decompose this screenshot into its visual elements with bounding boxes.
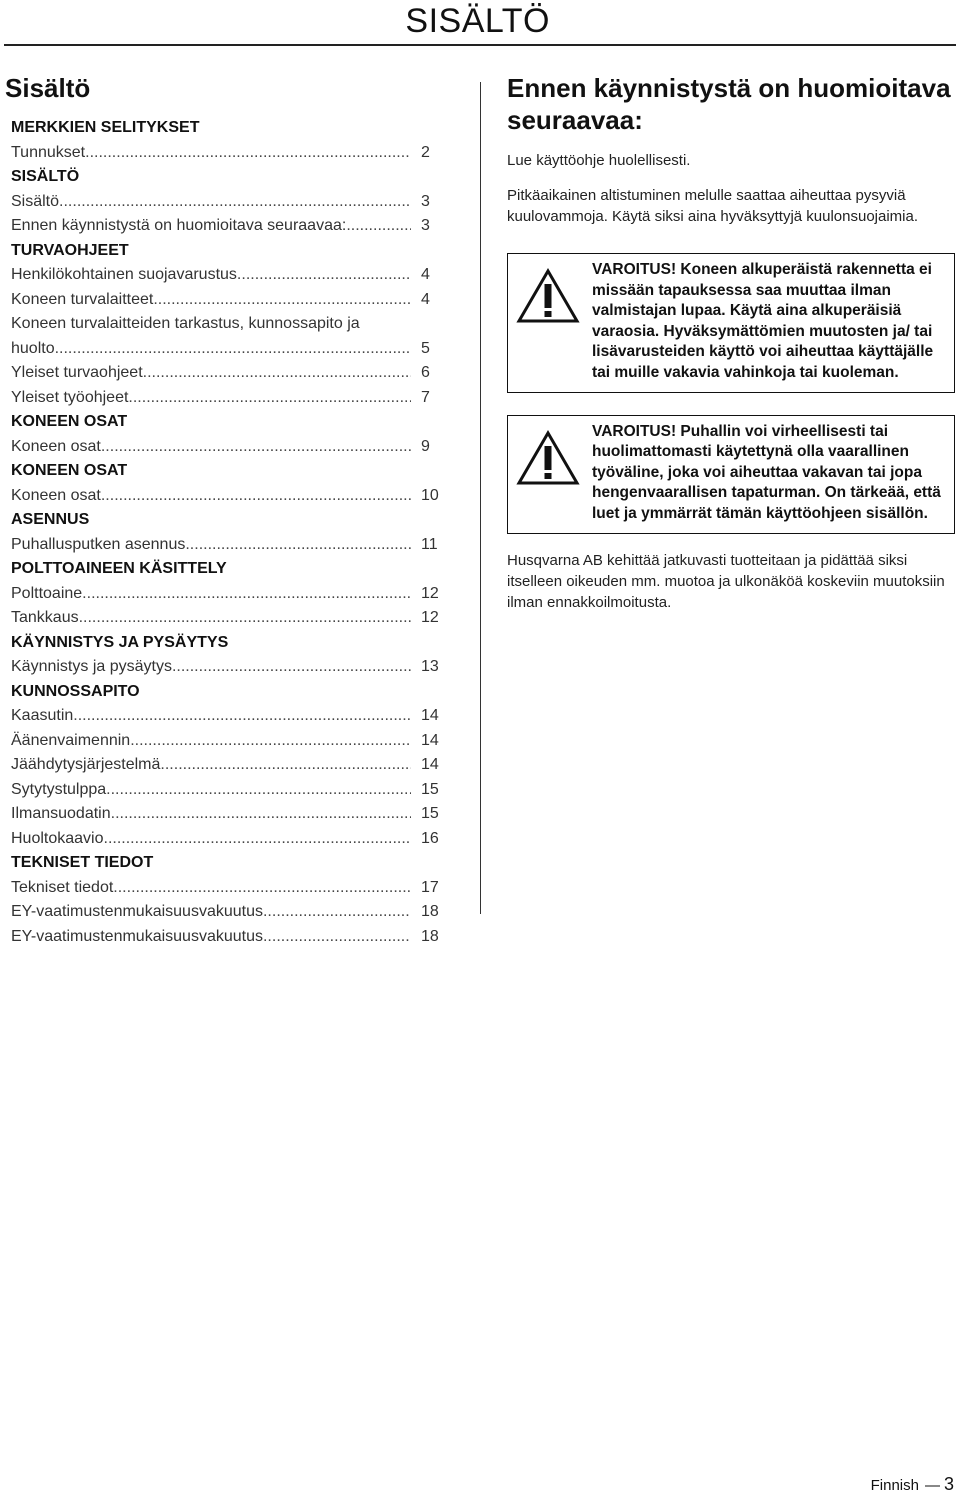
toc-entry [11,312,457,361]
toc-leader-dots [82,582,411,607]
toc-entry-page: 16 [421,829,439,847]
toc-entry-label: Kaasutin [11,707,74,724]
toc-leader-dots [101,435,411,460]
toc-entry [11,876,457,901]
toc-entry [11,925,457,950]
toc-entry-label: Henkilökohtainen suojavarustus [11,266,237,283]
toc-entry-page: 13 [421,658,439,675]
toc-entry-label: Huoltokaavio [11,829,104,847]
toc-entry [11,753,457,778]
toc-entry-page: 14 [421,707,439,724]
warning-body-1: Koneen alkuperäistä rakennetta ei missään tapauksessa saa muuttaa ilman valmistajan lupaa. Käytä aina alkuperäisiä varaosia. Hyväksymättömien muutosten ja/ tai lisävarusteiden käyttö voi aiheuttaa käyttäjälle tai muille vakavia vahinkoja tai kuoleman. [592,261,934,381]
toc-entry [11,141,457,166]
toc-leader-dots [263,900,411,925]
toc-entry [11,214,457,239]
toc-entry-page: 5 [421,339,430,357]
toc-leader-dots [153,288,411,313]
toc-section-heading: KONEEN OSAT [11,413,128,430]
warning-text-2 [592,422,946,525]
toc-entry-page: 12 [421,584,439,602]
toc-section-heading: KÄYNNISTYS JA PYSÄYTYS [11,633,229,651]
toc-entry-page: 15 [421,805,439,822]
toc-entry [11,827,457,852]
toc-entry [11,655,457,680]
toc-section-heading: SISÄLTÖ [11,168,80,185]
toc-entry [11,484,457,509]
toc-entry-page: 4 [421,290,430,308]
toc-entry [11,900,457,925]
toc-entry-label: Äänenvaimennin [11,731,131,749]
toc-entry [11,190,457,215]
toc-section-heading: KONEEN OSAT [11,462,128,479]
toc-entry [11,263,457,288]
toc-leader-dots [130,729,411,754]
table-of-contents [11,116,457,949]
toc-entry-page: 2 [421,143,430,161]
toc-entry-page: 3 [421,217,430,234]
toc-title: Sisältö [5,73,91,103]
toc-section-heading: TURVAOHJEET [11,241,129,259]
toc-entry [11,435,457,460]
toc-section-heading: ASENNUS [11,511,90,528]
toc-entry-label: Yleiset turvaohjeet [11,364,143,381]
toc-leader-dots [59,190,411,215]
toc-leader-dots [172,655,411,680]
toc-entry [11,606,457,631]
toc-section-heading: KUNNOSSAPITO [11,682,140,700]
toc-leader-dots [104,827,412,852]
warning-body-2: Puhallin voi virheellisesti tai huolimattomasti käytettynä olla vaarallinen työväline, joka voi aiheuttaa vakavan tai jopa hengenvaarallisen tapaturman. On tärkeää, että luet ja ymmärrät tämän käyttöohjeen sisällön. [592,422,941,522]
toc-entry-label: Ennen käynnistystä on huomioitava seuraavaa: [11,217,347,234]
toc-entry-label: Koneen osat [11,486,101,504]
toc-entry-label: Polttoaine [11,584,83,602]
warning-label-2: VAROITUS! [592,422,677,440]
toc-entry [11,582,457,607]
warning-triangle-icon [516,268,580,324]
toc-entry-label: Koneen osat [11,437,101,455]
toc-leader-dots [237,263,411,288]
toc-entry-page: 12 [421,609,439,626]
toc-entry-page: 7 [421,388,430,406]
toc-entry-label: Tankkaus [11,609,79,626]
toc-entry [11,361,457,386]
toc-entry-page: 3 [421,192,430,210]
toc-leader-dots [113,876,411,901]
toc-entry-page: 14 [421,756,439,773]
header-rule [4,44,956,46]
toc-entry [11,386,457,411]
warning-label-1: VAROITUS! [592,261,677,278]
toc-leader-dots [106,778,411,803]
toc-leader-dots [185,533,411,558]
manufacturer-notice-paragraph: Husqvarna AB kehittää jatkuvasti tuotteitaan ja pidättää siksi itselleen oikeuden mm. muotoa ja ulkonäköä koskeviin muutoksiin ilman ennakkoilmoitusta. [507,551,945,611]
toc-entry-page: 18 [421,927,439,945]
toc-leader-dots [160,753,411,778]
toc-leader-dots [128,386,411,411]
toc-entry-page: 15 [421,780,439,798]
toc-entry-page: 9 [421,437,430,455]
toc-entry-label: Jäähdytysjärjestelmä [11,756,161,773]
toc-leader-dots [85,141,411,166]
right-column [507,72,955,627]
toc-entry-page: 4 [421,266,430,283]
toc-leader-dots [143,361,411,386]
toc-entry-label: Käynnistys ja pysäytys [11,658,172,675]
toc-leader-dots [111,802,411,827]
before-start-heading: Ennen käynnistystä on huomioitava seuraavaa: [507,73,951,135]
column-divider [480,82,481,914]
toc-entry-label: Tunnukset [11,143,86,161]
toc-leader-dots [346,214,411,239]
toc-entry-label: EY-vaatimustenmukaisuusvakuutus [11,903,263,920]
toc-entry-label: Sisältö [11,192,60,210]
warning-triangle-icon [516,430,580,486]
toc-entry-label: Sytytystulppa [11,780,107,798]
toc-leader-dots [73,704,411,729]
toc-entry-page: 17 [421,878,439,896]
toc-entry-page: 18 [421,903,439,920]
page-footer [871,1474,954,1495]
toc-section-heading: TEKNISET TIEDOT [11,854,154,871]
toc-entry-label: EY-vaatimustenmukaisuusvakuutus [11,927,263,945]
toc-entry-page: 6 [421,364,430,381]
toc-entry-page: 11 [421,535,438,553]
toc-entry [11,729,457,754]
toc-leader-dots [55,337,411,362]
toc-section-heading: POLTTOAINEEN KÄSITTELY [11,560,227,577]
footer-separator: — [924,1477,940,1494]
toc-entry-label: Ilmansuodatin [11,805,111,822]
page-header-title: SISÄLTÖ [405,2,550,40]
toc-entry-label: Koneen turvalaitteet [11,290,154,308]
toc-entry [11,533,457,558]
footer-page-number: 3 [943,1474,954,1494]
footer-language: Finnish [870,1477,919,1494]
toc-entry-label-line1: Koneen turvalaitteiden tarkastus, kunnossapito ja [11,315,360,332]
warning-box-2 [507,415,955,534]
toc-entry [11,778,457,803]
toc-entry [11,802,457,827]
toc-section-heading: MERKKIEN SELITYKSET [11,119,200,136]
toc-entry-label: Tekniset tiedot [11,878,114,896]
toc-entry [11,288,457,313]
toc-leader-dots [263,925,411,950]
read-manual-paragraph: Lue käyttöohje huolellisesti. [507,152,691,169]
toc-entry-label: Puhallusputken asennus [11,535,186,553]
toc-entry-label-line2: huolto [11,339,55,357]
toc-leader-dots [79,606,411,631]
toc-entry-page: 10 [421,486,439,504]
warning-box-1 [507,253,955,393]
warning-text-1 [592,260,946,384]
toc-leader-dots [101,484,411,509]
toc-entry [11,704,457,729]
toc-entry-label: Yleiset työohjeet [11,388,129,406]
hearing-paragraph: Pitkäaikainen altistuminen melulle saattaa aiheuttaa pysyviä kuulovammoja. Käytä siksi aina hyväksyttyjä kuulonsuojaimia. [507,187,919,225]
toc-entry-page: 14 [421,731,439,749]
